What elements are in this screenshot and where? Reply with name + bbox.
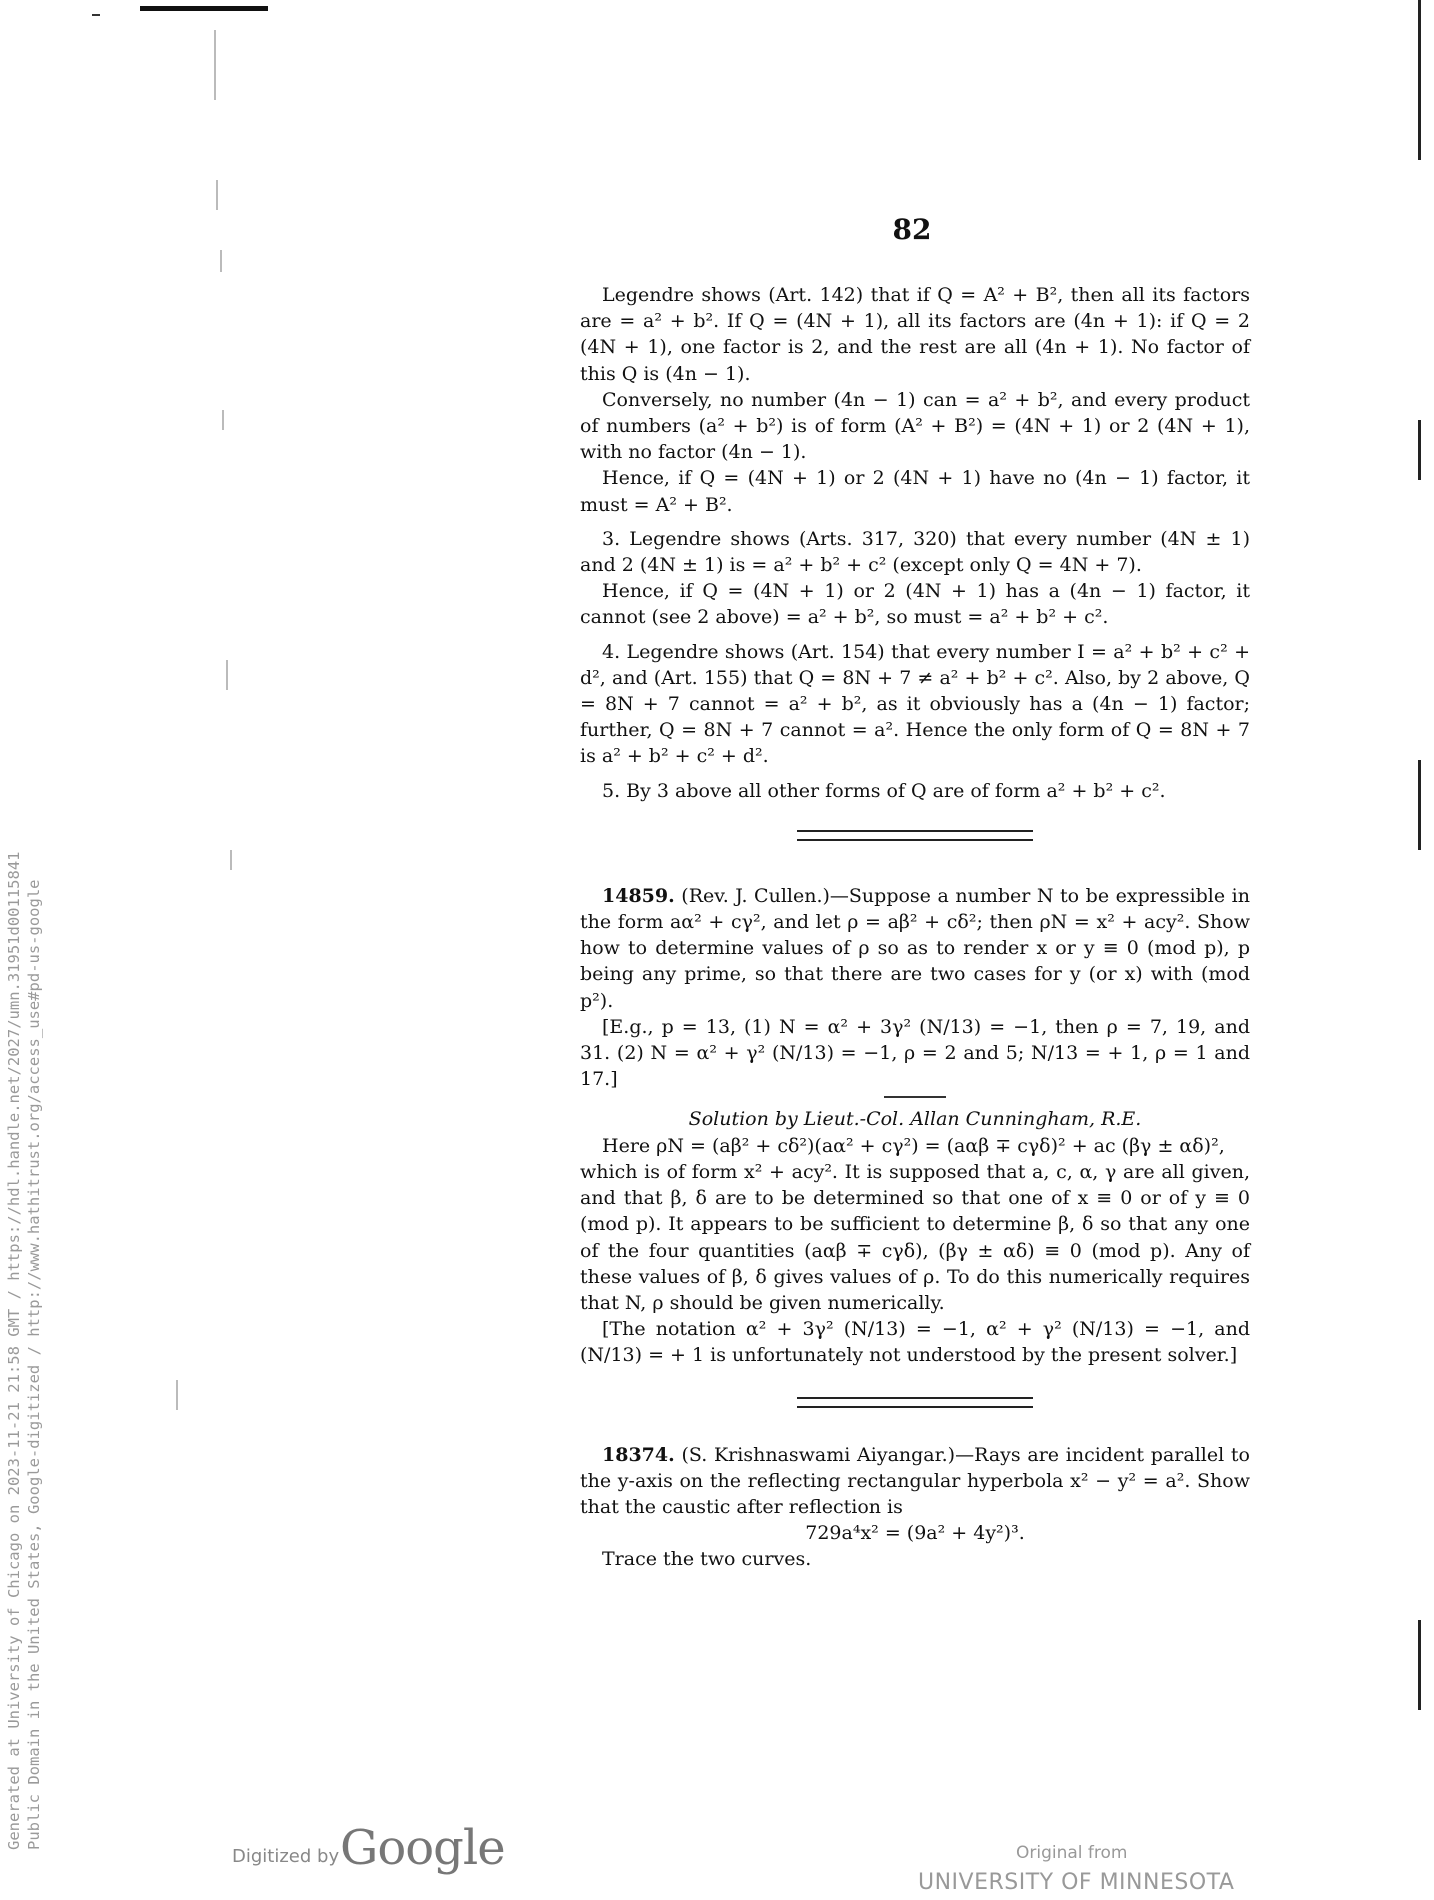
google-logo: Google [340, 1820, 505, 1876]
paragraph: 3. Legendre shows (Arts. 317, 320) that every number (4N ± 1) and 2 (4N ± 1) is = a² + b² + c² (except only Q = 4N + 7). [580, 527, 1250, 577]
question-statement: (S. Krishnaswami Aiyangar.)—Rays are incident parallel to the y-axis on the reflecting rectangular hyperbola x² − y² = a². Show that the caustic after reflection is [580, 1443, 1250, 1518]
solution-text: which is of form x² + acy². It is supposed that a, c, α, γ are all given, and that β, δ are to be determined so that one of x ≡ 0 or of y ≡ 0 (mod p). It appears to be sufficient to determine β, δ so that any one of the four quantities (aαβ ∓ cγδ), (βγ ± αδ) ≡ 0 (mod p). Any of these values of β, δ gives values of ρ. To do this numerically requires that N, ρ should be given numerically. [580, 1160, 1250, 1314]
scan-margin-mark [226, 660, 228, 690]
page-body [580, 282, 1250, 1573]
scan-margin-mark [176, 1380, 178, 1410]
scan-margin-mark [216, 180, 218, 210]
hathitrust-watermark [4, 0, 64, 1880]
paragraph: Legendre shows (Art. 142) that if Q = A² + B², then all its factors are = a² + b². If Q = (4N + 1), all its factors are (4n + 1): if Q = 2 (4N + 1), one factor is 2, and the rest are all (4n + 1). No factor of this Q is (4n − 1). [580, 284, 1250, 385]
section-divider [797, 1397, 1033, 1408]
scan-top-rule [140, 6, 268, 11]
scan-margin-mark [222, 410, 224, 430]
display-equation: 729a⁴x² = (9a² + 4y²)³. [805, 1522, 1025, 1545]
scan-margin-mark [214, 30, 216, 100]
scan-right-edge [1418, 760, 1421, 850]
digitized-by-label: Digitized by [232, 1846, 340, 1867]
solution-note: [The notation α² + 3γ² (N/13) = −1, α² + γ² (N/13) = −1, and (N/13) = + 1 is unfortunately not understood by the present solver.] [580, 1318, 1250, 1367]
question-statement: (Rev. J. Cullen.)—Suppose a number N to be expressible in the form aα² + cγ², and let ρ = aβ² + cδ²; then ρN = x² + acy². Show how to determine values of ρ so as to render x or y ≡ 0 (mod p), p being any prime, so that there are two cases for y (or x) with (mod p²). [580, 884, 1250, 1012]
scan-margin-mark [230, 850, 232, 870]
question-18374 [580, 1442, 1250, 1521]
short-rule [884, 1096, 946, 1098]
question-number: 18374. [602, 1443, 675, 1466]
paragraph: Trace the two curves. [602, 1548, 812, 1571]
scan-margin-mark [220, 250, 222, 272]
solution-heading [580, 1106, 1250, 1132]
question-number: 14859. [602, 884, 675, 907]
solution-byline: Solution by Lieut.-Col. Allan Cunningham, R.E. [688, 1108, 1142, 1131]
paragraph: Hence, if Q = (4N + 1) or 2 (4N + 1) has a (4n − 1) factor, it cannot (see 2 above) = a² + b², so must = a² + b² + c². [580, 580, 1250, 629]
scan-right-edge [1418, 1620, 1421, 1710]
paragraph: 4. Legendre shows (Art. 154) that every number I = a² + b² + c² + d², and (Art. 155) that Q = 8N + 7 ≠ a² + b² + c². Also, by 2 above, Q = 8N + 7 cannot = a² + b², as it obviously has a (4n − 1) factor; further, Q = 8N + 7 cannot = a². Hence the only form of Q = 8N + 7 is a² + b² + c² + d². [580, 640, 1250, 768]
scan-top-dash [92, 14, 100, 16]
paragraph: 5. By 3 above all other forms of Q are of form a² + b² + c². [602, 779, 1166, 802]
example: [E.g., p = 13, (1) N = α² + 3γ² (N/13) = −1, then ρ = 7, 19, and 31. (2) N = α² + γ² (N/13) = −1, ρ = 2 and 5; N/13 = + 1, ρ = 1 and 17.] [580, 1015, 1250, 1091]
section-divider [797, 830, 1033, 841]
watermark-line-1: Generated at University of Chicago on 2023-11-21 21:58 GMT / https://hdl.handle.net/2027/umn.31951d00115841 [5, 851, 23, 1850]
scan-right-edge [1418, 0, 1421, 160]
watermark-line-2: Public Domain in the United States, Google-digitized / http://www.hathitrust.org/access_use#pd-us-google [25, 879, 43, 1850]
paragraph: Conversely, no number (4n − 1) can = a² + b², and every product of numbers (a² + b²) is of form (A² + B²) = (4N + 1) or 2 (4N + 1), with no factor (4n − 1). [580, 388, 1250, 464]
page-number: 82 [892, 213, 932, 246]
paragraph: Hence, if Q = (4N + 1) or 2 (4N + 1) have no (4n − 1) factor, it must = A² + B². [580, 467, 1250, 516]
scan-right-edge [1418, 420, 1421, 480]
question-14859 [580, 883, 1250, 1014]
university-label: UNIVERSITY OF MINNESOTA [918, 1870, 1235, 1895]
solution-equation: Here ρN = (aβ² + cδ²)(aα² + cγ²) = (aαβ ∓ cγδ)² + ac (βγ ± αδ)², [602, 1134, 1225, 1157]
original-from-label: Original from [1016, 1843, 1128, 1863]
